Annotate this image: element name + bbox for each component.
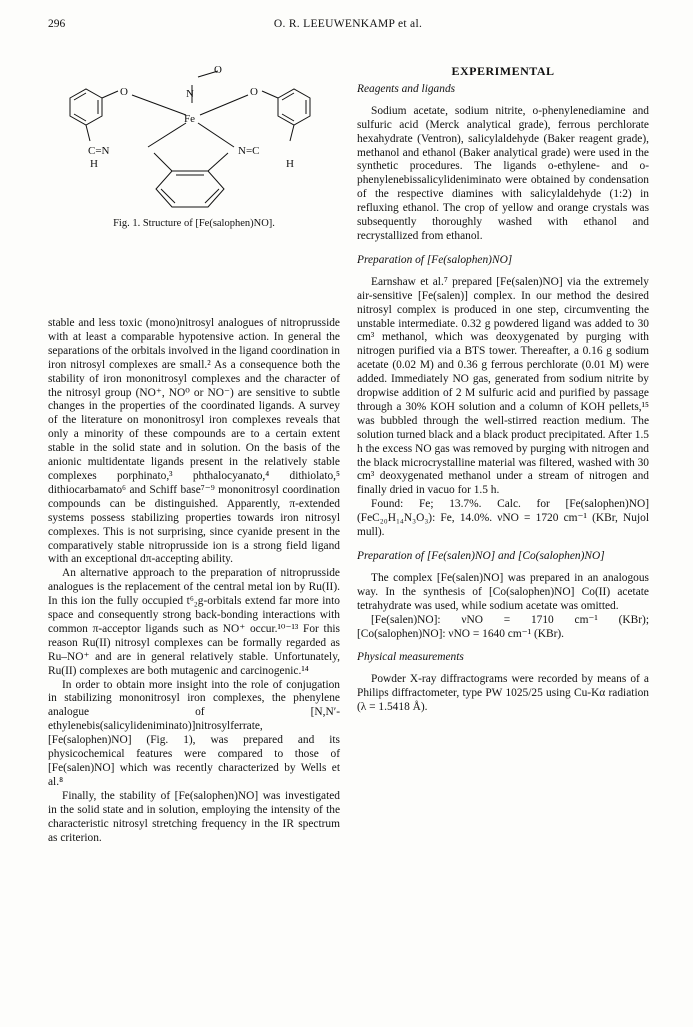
left-phenol-ring	[70, 89, 102, 125]
left-column	[48, 65, 340, 845]
subsection-heading: Preparation of [Fe(salen)NO] and [Co(salophen)NO]	[357, 550, 605, 562]
subsection-heading: Reagents and ligands	[357, 82, 456, 95]
right-phenol-ring	[278, 89, 310, 125]
label-h-right: H	[286, 158, 294, 170]
label-o-left: O	[120, 86, 128, 98]
figure-caption: Fig. 1. Structure of [Fe(salophen)NO].	[113, 218, 275, 229]
label-o-top: O	[214, 65, 222, 76]
section-title: EXPERIMENTAL	[451, 64, 555, 78]
label-h-left: H	[90, 158, 98, 170]
right-column	[357, 65, 649, 715]
body-paragraph: Finally, the stability of [Fe(salophen)NO] was investigated in the solid state and in solution, employing the intensity of the characteristic nitrosyl stretching frequency in the IR spectrum as criterion.	[48, 789, 340, 844]
fe-salophen-no-structure	[48, 65, 340, 215]
label-nc-right: N=C	[238, 145, 260, 157]
body-paragraph: The complex [Fe(salen)NO] was prepared in an analogous way. In the synthesis of [Co(salophen)NO] Co(II) acetate tetrahydrate was used, while sodium acetate was omitted.	[357, 571, 649, 612]
figure-spacer	[48, 233, 340, 317]
body-paragraph: In order to obtain more insight into the role of conjugation in stabilizing mononitrosyl iron complexes, the phenylene analogue of [N,N′-ethylenebis(salicylideniminato)]nitrosylferrate, [Fe(salophen)NO] (Fig. 1), was prepared and its physicochemical features were compared to those of [Fe(salen)NO] which was recently characterized by Wells et al.⁸	[48, 678, 340, 788]
label-o-right: O	[250, 86, 258, 98]
label-cn-left: C=N	[88, 145, 110, 157]
running-head: O. R. LEEUWENKAMP et al.	[273, 18, 423, 30]
body-paragraph: Powder X-ray diffractograms were recorded by means of a Philips diffractometer, type PW 1025/25 using Cu-Kα radiation (λ = 1.5418 Å).	[357, 673, 649, 714]
body-paragraph: [Fe(salen)NO]: νNO = 1710 cm⁻¹ (KBr); [Co(salophen)NO]: νNO = 1640 cm⁻¹ (KBr).	[357, 613, 649, 640]
body-paragraph: Found: Fe; 13.7%. Calc. for [Fe(salophen)NO] (FeC₂₀H₁₄N₃O₃): Fe, 14.0%. νNO = 1720 cm⁻¹ (KBr, Nujol mull).	[357, 498, 649, 539]
body-paragraph: Earnshaw et al.⁷ prepared [Fe(salen)NO] via the extremely air-sensitive [Fe(salen)] complex. In our method the desired nitrosyl complex is produced in one step, circumventing the unstable intermediate. 0.32 g powdered ligand was added to 30 cm³ methanol, which was deoxygenated by purging with nitrogen purified via a BTS tower. Thereafter, a 0.16 g sodium acetate (0.02 M) and 0.36 g ferrous perchlorate (0.01 M) were added. Immediately NO gas, generated from sodium nitrite by dropwise addition of 2 M sulfuric acid and purified by passage through a 30% KOH solution and a column of KOH pellets,¹⁵ was bubbled through the well-stirred reaction medium. The solution turned black and a black product precipitated. After 1.5 h the excess NO gas was removed by purging with nitrogen and the black microcrystalline material was filtered, washed with 30 cm³ deoxygenated methanol under a stream of nitrogen and finally dried in vacuo for 1.5 h.	[357, 275, 649, 497]
page-number: 296	[48, 18, 66, 30]
page-header	[48, 18, 648, 34]
label-n-top: N	[186, 88, 194, 100]
body-paragraph: Sodium acetate, sodium nitrite, o-phenylenediamine and sulfuric acid (Merck analytical grade), ferrous perchlorate hexahydrate (Ventron), salicylaldehyde (Baker reagent grade), methanol and ethanol (Baker analytical grade) were used in the synthetic procedures. The ligands o-ethylene- and o-phenylenebissalicylideniminato were obtained by condensation of the respective diamines with salicylaldehyde (1:2) in refluxing ethanol. The crop of yellow and orange crystals was subsequently thoroughly washed with ethanol and recrystallized from ethanol.	[357, 104, 649, 242]
body-paragraph: An alternative approach to the preparation of nitroprusside analogues is the replacement of the central metal ion by Ru(II). In this ion the fully occupied t⁶₂g-orbitals extend far more into space and consequently strong back-bonding interactions with common π-acceptor ligands such as NO⁺ occur.¹⁰⁻¹³ For this reason Ru(II) nitrosyl complexes can be formally regarded as Ru–NO⁺ and are in general relatively stable. Unfortunately, Ru(II) complexes are both mutagenic and carcinogenic.¹⁴	[48, 567, 340, 677]
subsection-heading: Physical measurements	[357, 651, 464, 664]
body-paragraph: stable and less toxic (mono)nitrosyl analogues of nitroprusside with at least a comparable hypotensive action. In general the separations of the orbitals involved in the ligand coordination in iron nitrosyl complexes are small.² As a consequence both the stability of iron mononitrosyl complexes and the character of the nitrosyl group (NO⁺, NO⁰ or NO⁻) are sensitive to subtle changes in the properties of the coordinated ligands. A survey of the literature on mononitrosyl iron complexes reveals that only a minority of these compounds are to a certain extent stable in the solid state and in solution. On the basis of the anionic multidentate ligands present in the relatively stable complexes porphinato,³ phthalocyanato,⁴ dithiolato,⁵ dithiocarbamato⁶ and Schiff base⁷⁻⁹ mononitrosyl coordination compounds can be distinguished. Apparently, π-extended systems possess stabilizing properties towards iron nitrosyl complexes. This is not surprising, since cyanide present in the comparatively stable nitroprusside ion is a strong field ligand with an exceptional dπ-accepting ability.	[48, 317, 340, 566]
label-fe: Fe	[184, 113, 195, 125]
phenylene-ring	[156, 171, 224, 207]
figure-1	[48, 65, 340, 233]
subsection-heading: Preparation of [Fe(salophen)NO]	[357, 253, 513, 266]
